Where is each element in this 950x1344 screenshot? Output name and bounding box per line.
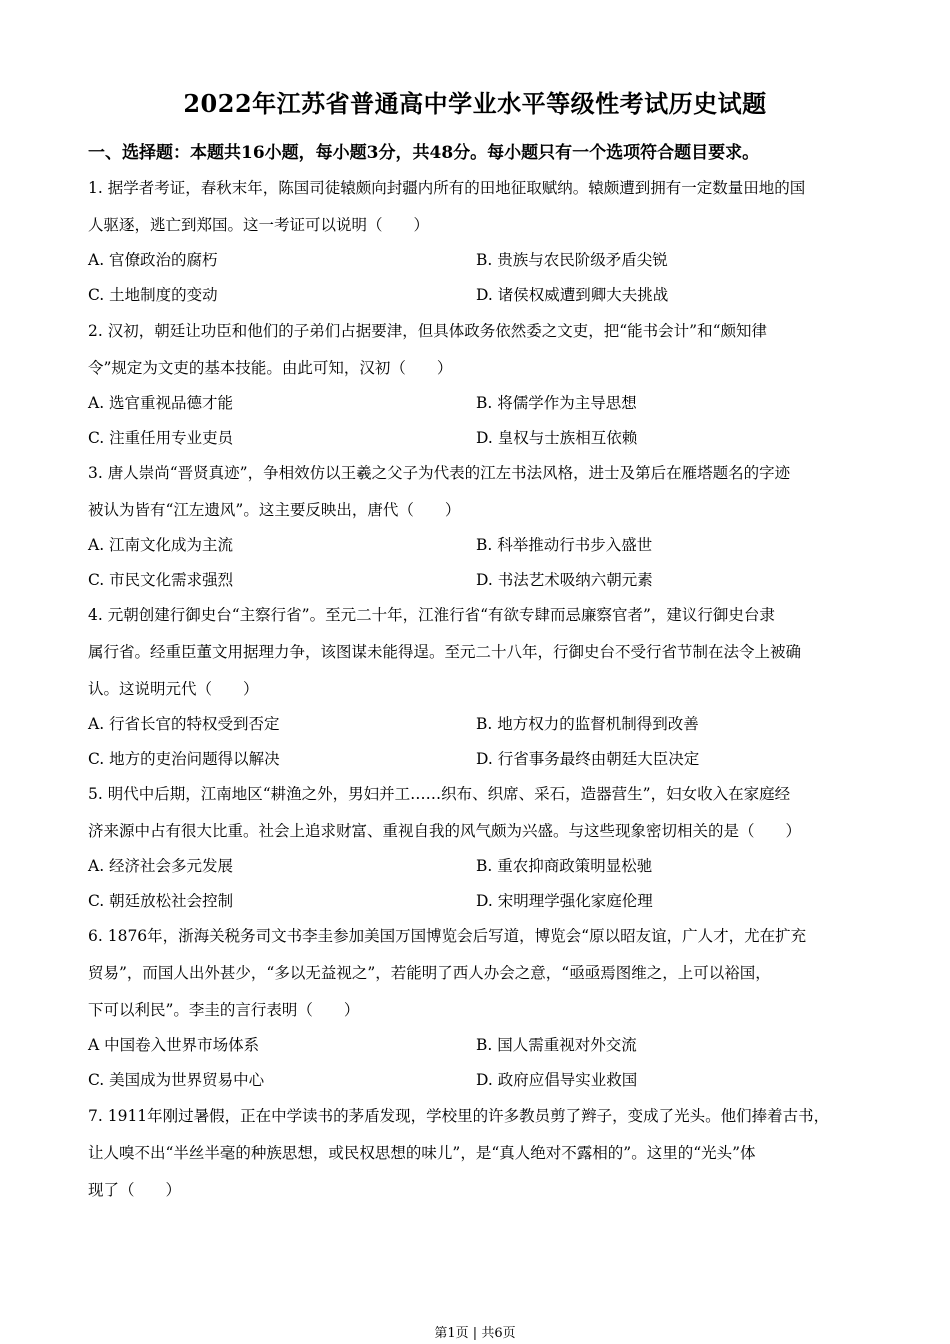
- question-3-stem-line: 被认为皆有“江左遗风”。这主要反映出，唐代（ ）: [88, 501, 461, 519]
- question-6-option-d: D. 政府应倡导实业救国: [476, 1071, 638, 1089]
- question-6-stem-line: 下可以利民”。李圭的言行表明（ ）: [88, 1001, 360, 1019]
- question-7-stem-line: 现了（ ）: [88, 1181, 182, 1199]
- question-2-option-a: A. 选官重视品德才能: [88, 394, 234, 412]
- question-1-option-d: D. 诸侯权威遭到卿大夫挑战: [476, 286, 669, 304]
- question-5-option-c: C. 朝廷放松社会控制: [88, 892, 234, 910]
- question-3-option-a: A. 江南文化成为主流: [88, 536, 234, 554]
- page-title: 2022年江苏省普通高中学业水平等级性考试历史试题: [183, 89, 767, 118]
- question-1-stem-line: 人驱逐，逃亡到郑国。这一考证可以说明（ ）: [88, 216, 430, 234]
- question-4-option-c: C. 地方的吏治问题得以解决: [88, 750, 280, 768]
- question-3-stem-line: 3. 唐人崇尚“晋贤真迹”，争相效仿以王羲之父子为代表的江左书法风格，进士及第后在雁塔题名的字迹: [88, 464, 791, 482]
- question-6-stem-line: 贸易”，而国人出外甚少，“多以无益视之”，若能明了西人办会之意，“亟亟焉图维之，上可以裕国，: [88, 964, 771, 982]
- question-5-option-a: A. 经济社会多元发展: [88, 857, 234, 875]
- question-4-stem-line: 属行省。经重臣董文用据理力争，该图谋未能得逞。至元二十八年，行御史台不受行省节制在法令上被确: [88, 643, 802, 661]
- question-7-stem-line: 7. 1911年刚过暑假，正在中学读书的茅盾发现，学校里的许多教员剪了辫子，变成了光头。他们捧着古书，: [88, 1107, 830, 1125]
- question-6-option-b: B. 国人需重视对外交流: [476, 1036, 637, 1054]
- question-2-option-c: C. 注重任用专业吏员: [88, 429, 234, 447]
- question-4-option-b: B. 地方权力的监督机制得到改善: [476, 715, 699, 733]
- question-4-option-a: A. 行省长官的特权受到否定: [88, 715, 280, 733]
- question-3-option-c: C. 市民文化需求强烈: [88, 571, 234, 589]
- question-5-option-d: D. 宋明理学强化家庭伦理: [476, 892, 653, 910]
- page-footer: 第1页 | 共6页: [434, 1326, 516, 1341]
- question-1-option-c: C. 土地制度的变动: [88, 286, 218, 304]
- question-5-stem-line: 济来源中占有很大比重。社会上追求财富、重视自我的风气颇为兴盛。与这些现象密切相关的是（ ）: [88, 822, 802, 840]
- question-6-option-c: C. 美国成为世界贸易中心: [88, 1071, 265, 1089]
- question-4-stem-line: 认。这说明元代（ ）: [88, 680, 259, 698]
- question-2-option-b: B. 将儒学作为主导思想: [476, 394, 637, 412]
- question-3-option-d: D. 书法艺术吸纳六朝元素: [476, 571, 653, 589]
- question-6-option-a: A 中国卷入世界市场体系: [88, 1036, 260, 1054]
- question-4-stem-line: 4. 元朝创建行御史台“主察行省”。至元二十年，江淮行省“有欲专肆而忌廉察官者”，建议行御史台隶: [88, 606, 775, 624]
- question-1-option-a: A. 官僚政治的腐朽: [88, 251, 218, 269]
- question-5-stem-line: 5. 明代中后期，江南地区“耕渔之外，男妇并工……织布、织席、采石，造器营生”，妇女收入在家庭经: [88, 785, 791, 803]
- question-5-option-b: B. 重农抑商政策明显松驰: [476, 857, 653, 875]
- question-1-stem-line: 1. 据学者考证，春秋末年，陈国司徒辕颇向封疆内所有的田地征取赋纳。辕颇遭到拥有一定数量田地的国: [88, 179, 806, 197]
- question-2-stem-line: 2. 汉初，朝廷让功臣和他们的子弟们占据要津，但具体政务依然委之文吏，把“能书会计”和“颇知律: [88, 322, 767, 340]
- question-7-stem-line: 让人嗅不出“半丝半毫的种族思想，或民权思想的味儿”，是“真人绝对不露相的”。这里的“光头”体: [88, 1144, 756, 1162]
- question-1-option-b: B. 贵族与农民阶级矛盾尖锐: [476, 251, 668, 269]
- section-heading: 一、选择题：本题共16小题，每小题3分，共48分。每小题只有一个选项符合题目要求。: [88, 143, 760, 163]
- question-2-option-d: D. 皇权与士族相互依赖: [476, 429, 638, 447]
- question-4-option-d: D. 行省事务最终由朝廷大臣决定: [476, 750, 700, 768]
- question-2-stem-line: 令”规定为文吏的基本技能。由此可知，汉初（ ）: [88, 359, 453, 377]
- question-3-option-b: B. 科举推动行书步入盛世: [476, 536, 653, 554]
- question-6-stem-line: 6. 1876年，浙海关税务司文书李圭参加美国万国博览会后写道，博览会“原以昭友谊，广人才，尤在扩充: [88, 927, 807, 945]
